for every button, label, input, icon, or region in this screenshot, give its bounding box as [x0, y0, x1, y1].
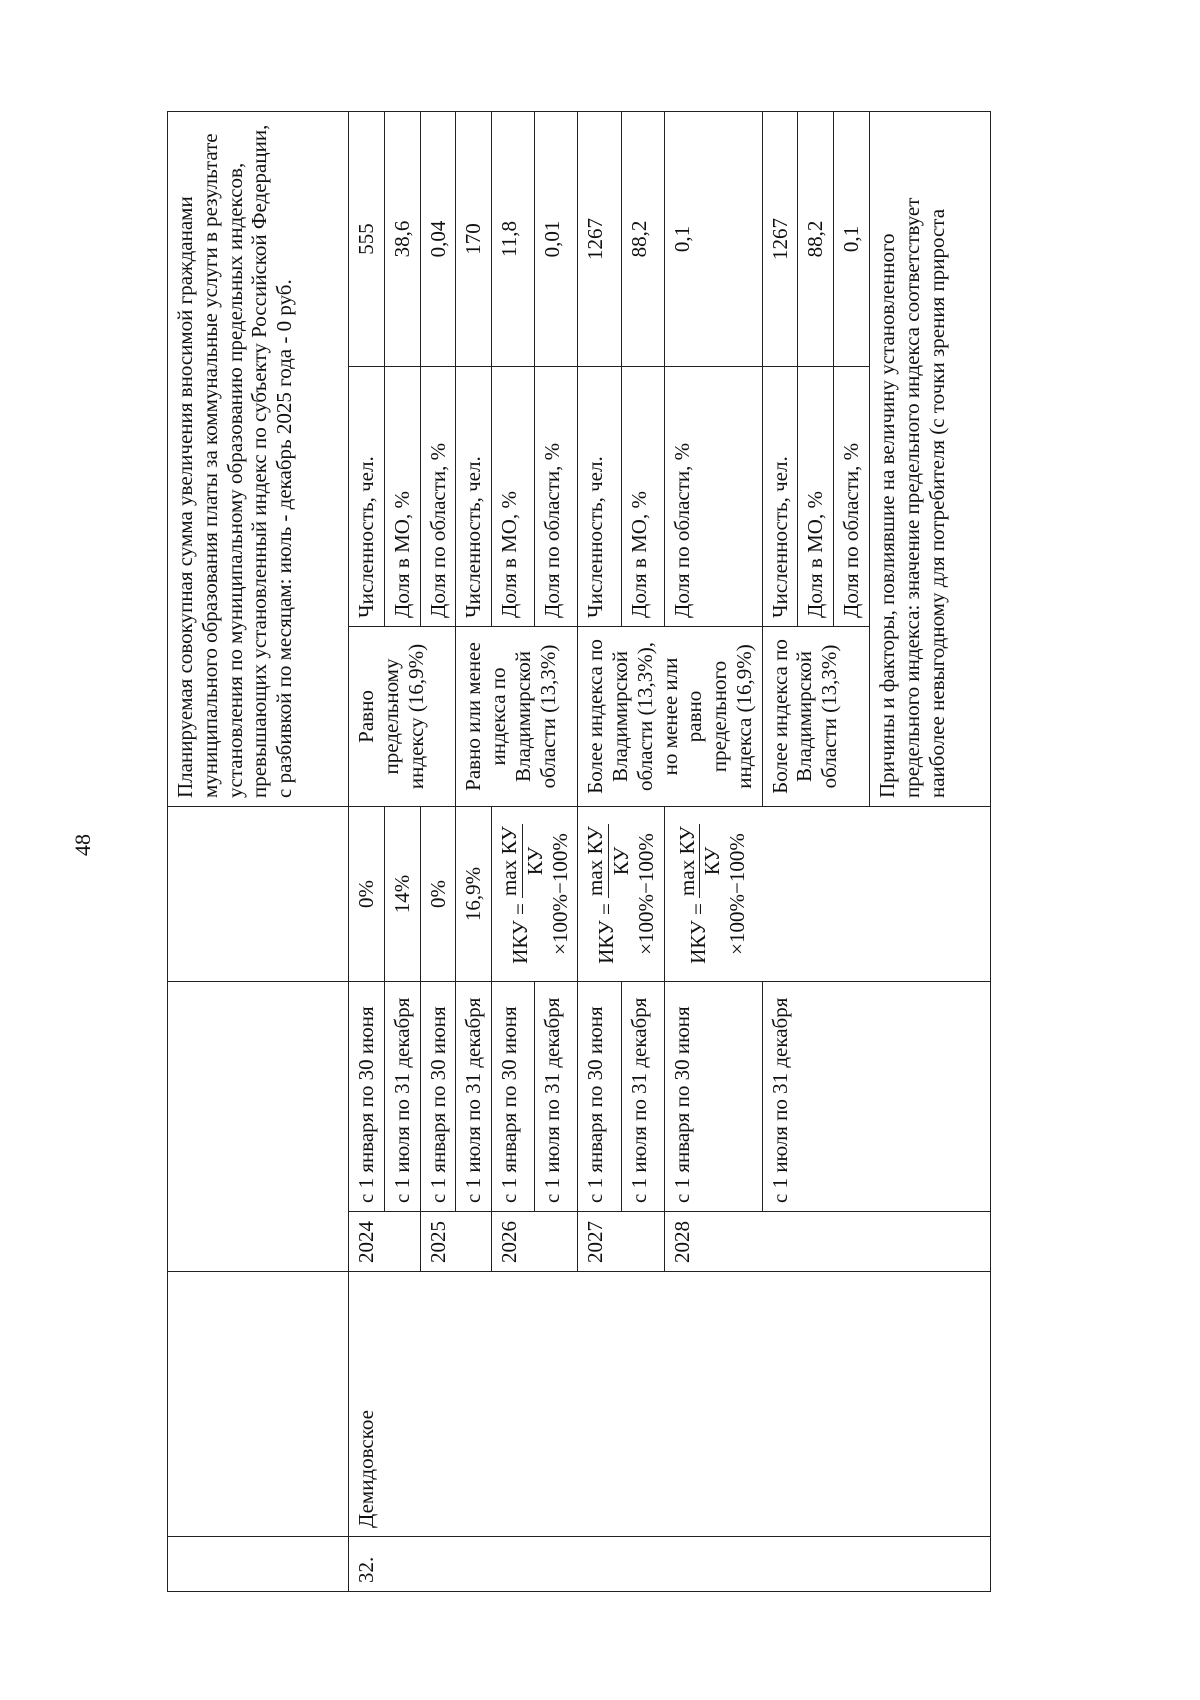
- formula-numerator: max КУ: [674, 826, 699, 896]
- value-cell: 0,04: [420, 111, 456, 366]
- header-cell-empty: [168, 1272, 349, 1537]
- indicator-cell: Численность, чел.: [762, 367, 798, 627]
- index-cell: 14%: [384, 807, 420, 982]
- period-cell: с 1 января по 30 июня: [492, 982, 535, 1212]
- category-cell: Более индекса по Владимирской области (13,3%): [762, 627, 869, 807]
- indicator-cell: Численность, чел.: [456, 367, 492, 627]
- index-cell: 16,9%: [456, 807, 492, 982]
- index-table: [167, 111, 991, 1592]
- value-cell: 0,1: [664, 111, 762, 366]
- formula-denominator: КУ: [522, 846, 547, 876]
- period-cell: с 1 июля по 31 декабря: [762, 982, 990, 1212]
- indicator-cell: Доля по области, %: [420, 367, 456, 627]
- value-cell: 11,8: [492, 111, 535, 366]
- row-number: 32.: [349, 1537, 991, 1592]
- period-cell: с 1 июля по 31 декабря: [456, 982, 492, 1212]
- formula-lhs: ИКУ: [508, 920, 533, 964]
- year-cell: 2025: [420, 1212, 492, 1272]
- indicator-cell: Численность, чел.: [349, 367, 385, 627]
- formula-denominator: КУ: [609, 846, 634, 876]
- year-cell: 2028: [664, 1212, 990, 1272]
- formula-denominator: КУ: [700, 846, 725, 876]
- rotated-table-container: [167, 112, 1167, 1592]
- indicator-cell: Доля по области, %: [664, 367, 762, 627]
- value-cell: 555: [349, 111, 385, 366]
- value-cell: 1267: [762, 111, 798, 366]
- period-cell: с 1 января по 30 июня: [578, 982, 621, 1212]
- header-cell-empty: [168, 1537, 349, 1592]
- indicator-cell: Доля по области, %: [535, 367, 578, 627]
- period-cell: с 1 января по 30 июня: [420, 982, 456, 1212]
- formula-lhs: ИКУ: [685, 920, 710, 964]
- formula-tail: ×100%−100%: [633, 833, 658, 955]
- value-cell: 0,01: [535, 111, 578, 366]
- period-cell: с 1 июля по 31 декабря: [535, 982, 578, 1212]
- value-cell: 0,1: [834, 111, 870, 366]
- formula-cell: ИКУ = max КУ КУ ×100%−100%: [664, 807, 990, 982]
- category-cell: Равно предельному индексу (16,9%): [349, 627, 456, 807]
- header-cell-empty: [168, 982, 349, 1272]
- period-cell: с 1 января по 30 июня: [349, 982, 385, 1212]
- value-cell: 38,6: [384, 111, 420, 366]
- value-cell: 1267: [578, 111, 621, 366]
- planned-sum-header: Планируемая совокупная сумма увеличения вносимой гражданами муниципального образования платы за коммунальные услуги в результате установления по муниципальному образованию предельных индексов, превышающих установленный индекс по субъекту Российской Федерации, с разбивкой по месяцам: июль - декабрь 2025 года - 0 руб.: [168, 111, 349, 806]
- category-cell: Равно или менее индекса по Владимирской области (13,3%): [456, 627, 578, 807]
- year-cell: 2027: [578, 1212, 664, 1272]
- year-cell: 2024: [349, 1212, 421, 1272]
- formula-cell: ИКУ = max КУ КУ ×100%−100%: [492, 807, 578, 982]
- page-number: 48: [70, 834, 95, 856]
- formula-numerator: max КУ: [583, 826, 608, 896]
- category-cell: Более индекса по Владимирской области (13,3%), но менее или равно предельного индекса (16,9%): [578, 627, 762, 807]
- formula-tail: ×100%−100%: [547, 833, 572, 955]
- formula-tail: ×100%−100%: [725, 833, 750, 955]
- period-cell: с 1 июля по 31 декабря: [621, 982, 664, 1212]
- formula-lhs: ИКУ: [594, 920, 619, 964]
- indicator-cell: Численность, чел.: [578, 367, 621, 627]
- indicator-cell: Доля в МО, %: [492, 367, 535, 627]
- table-row: [349, 111, 385, 1591]
- period-cell: с 1 января по 30 июня: [664, 982, 762, 1212]
- value-cell: 88,2: [621, 111, 664, 366]
- indicator-cell: Доля по области, %: [834, 367, 870, 627]
- formula-numerator: max КУ: [497, 826, 522, 896]
- notes-cell: Причины и факторы, повлиявшие на величину установленного предельного индекса: значение предельного индекса соответствует наиболее невыгодному для потребителя (с точки зрения прироста: [870, 111, 991, 806]
- index-cell: 0%: [349, 807, 385, 982]
- table-header-row: [168, 111, 349, 1591]
- header-cell-empty: [168, 807, 349, 982]
- indicator-cell: Доля в МО, %: [621, 367, 664, 627]
- indicator-cell: Доля в МО, %: [384, 367, 420, 627]
- period-cell: с 1 июля по 31 декабря: [384, 982, 420, 1212]
- index-cell: 0%: [420, 807, 456, 982]
- value-cell: 88,2: [798, 111, 834, 366]
- municipality-name: Демидовское: [349, 1272, 991, 1537]
- value-cell: 170: [456, 111, 492, 366]
- indicator-cell: Доля в МО, %: [798, 367, 834, 627]
- year-cell: 2026: [492, 1212, 578, 1272]
- formula-cell: ИКУ = max КУ КУ ×100%−100%: [578, 807, 664, 982]
